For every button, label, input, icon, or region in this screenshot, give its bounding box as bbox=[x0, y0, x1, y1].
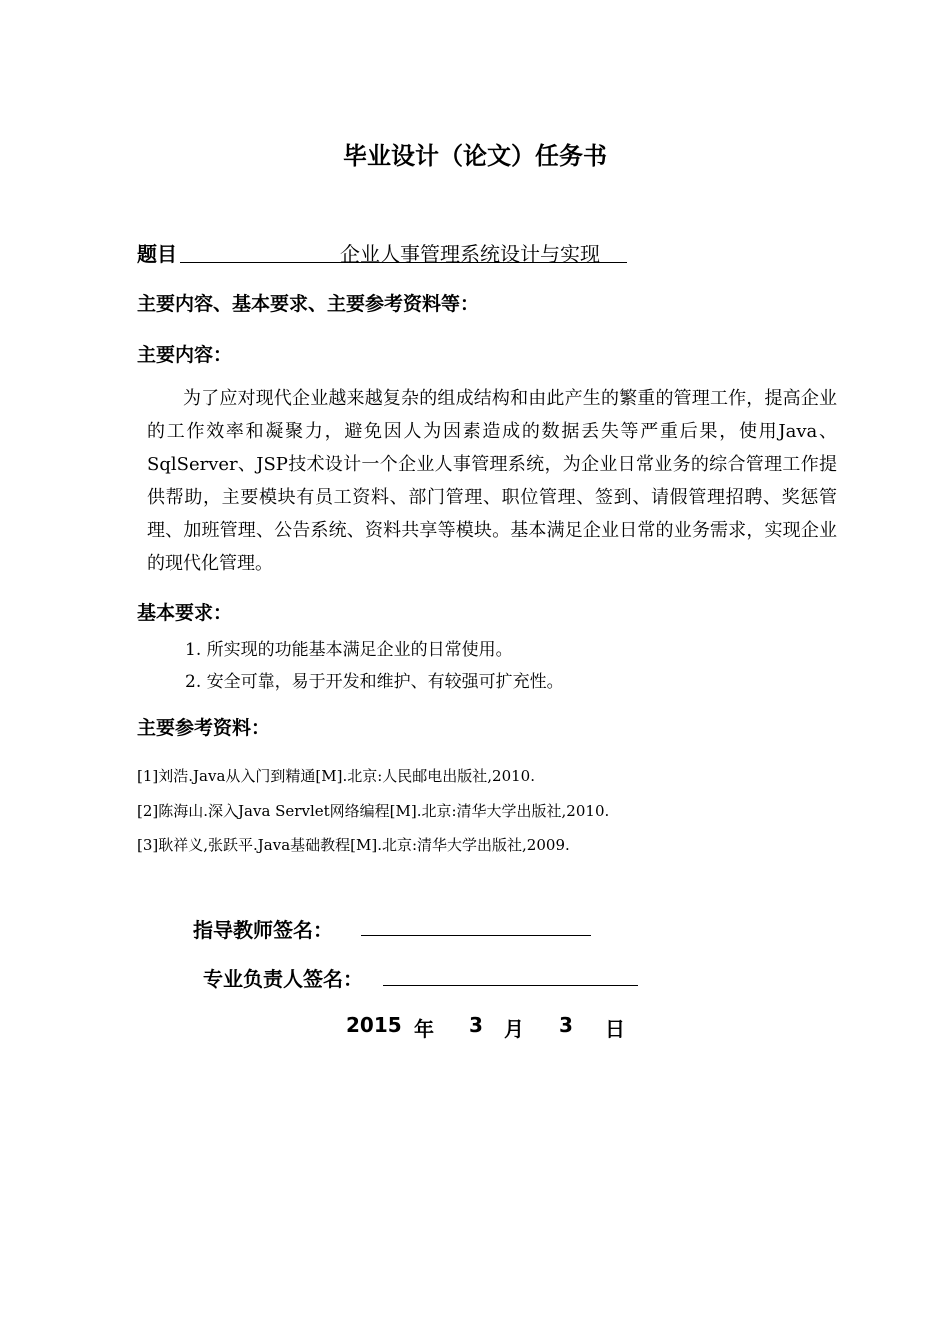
date-day-unit: 日 bbox=[605, 1017, 625, 1041]
date-year: 2015 bbox=[346, 1013, 402, 1037]
topic-text: 企业人事管理系统设计与实现 bbox=[340, 242, 600, 266]
basic-requirements-heading: 基本要求： bbox=[137, 602, 233, 624]
references-heading: 主要参考资料： bbox=[137, 717, 271, 739]
requirement-item: 1. 所实现的功能基本满足企业的日常使用。 bbox=[185, 640, 513, 660]
advisor-signature-line bbox=[361, 935, 591, 936]
document-title: 毕业设计（论文）任务书 bbox=[343, 142, 607, 170]
date-day: 3 bbox=[559, 1013, 573, 1037]
main-content-heading: 主要内容： bbox=[137, 344, 233, 366]
director-signature-label: 专业负责人签名： bbox=[203, 967, 363, 991]
reference-item: [1]刘浩.Java从入门到精通[M].北京:人民邮电出版社,2010. bbox=[137, 767, 535, 785]
reference-item: [2]陈海山.深入Java Servlet网络编程[M].北京:清华大学出版社,2010. bbox=[137, 802, 610, 820]
section-heading: 主要内容、基本要求、主要参考资料等： bbox=[137, 293, 480, 315]
reference-item: [3]耿祥义,张跃平.Java基础教程[M].北京:清华大学出版社,2009. bbox=[137, 836, 570, 854]
requirement-item: 2. 安全可靠，易于开发和维护、有较强可扩充性。 bbox=[185, 672, 564, 692]
date-month-unit: 月 bbox=[504, 1017, 524, 1041]
main-content-paragraph: 为了应对现代企业越来越复杂的组成结构和由此产生的繁重的管理工作，提高企业的工作效率和凝聚力，避免因人为因素造成的数据丢失等严重后果，使用Java、SqlServer、JSP技术设计一个企业人事管理系统，为企业日常业务的综合管理工作提供帮助，主要模块有员工资料、部门管理、职位管理、签到、请假管理招聘、奖惩管理、加班管理、公告系统、资料共享等模块。基本满足企业日常的业务需求，实现企业的现代化管理。 bbox=[147, 388, 837, 574]
advisor-signature-label: 指导教师签名： bbox=[193, 918, 333, 942]
date-year-unit: 年 bbox=[414, 1017, 434, 1041]
topic-label: 题目 bbox=[137, 242, 177, 266]
date-month: 3 bbox=[469, 1013, 483, 1037]
director-signature-line bbox=[383, 985, 638, 986]
